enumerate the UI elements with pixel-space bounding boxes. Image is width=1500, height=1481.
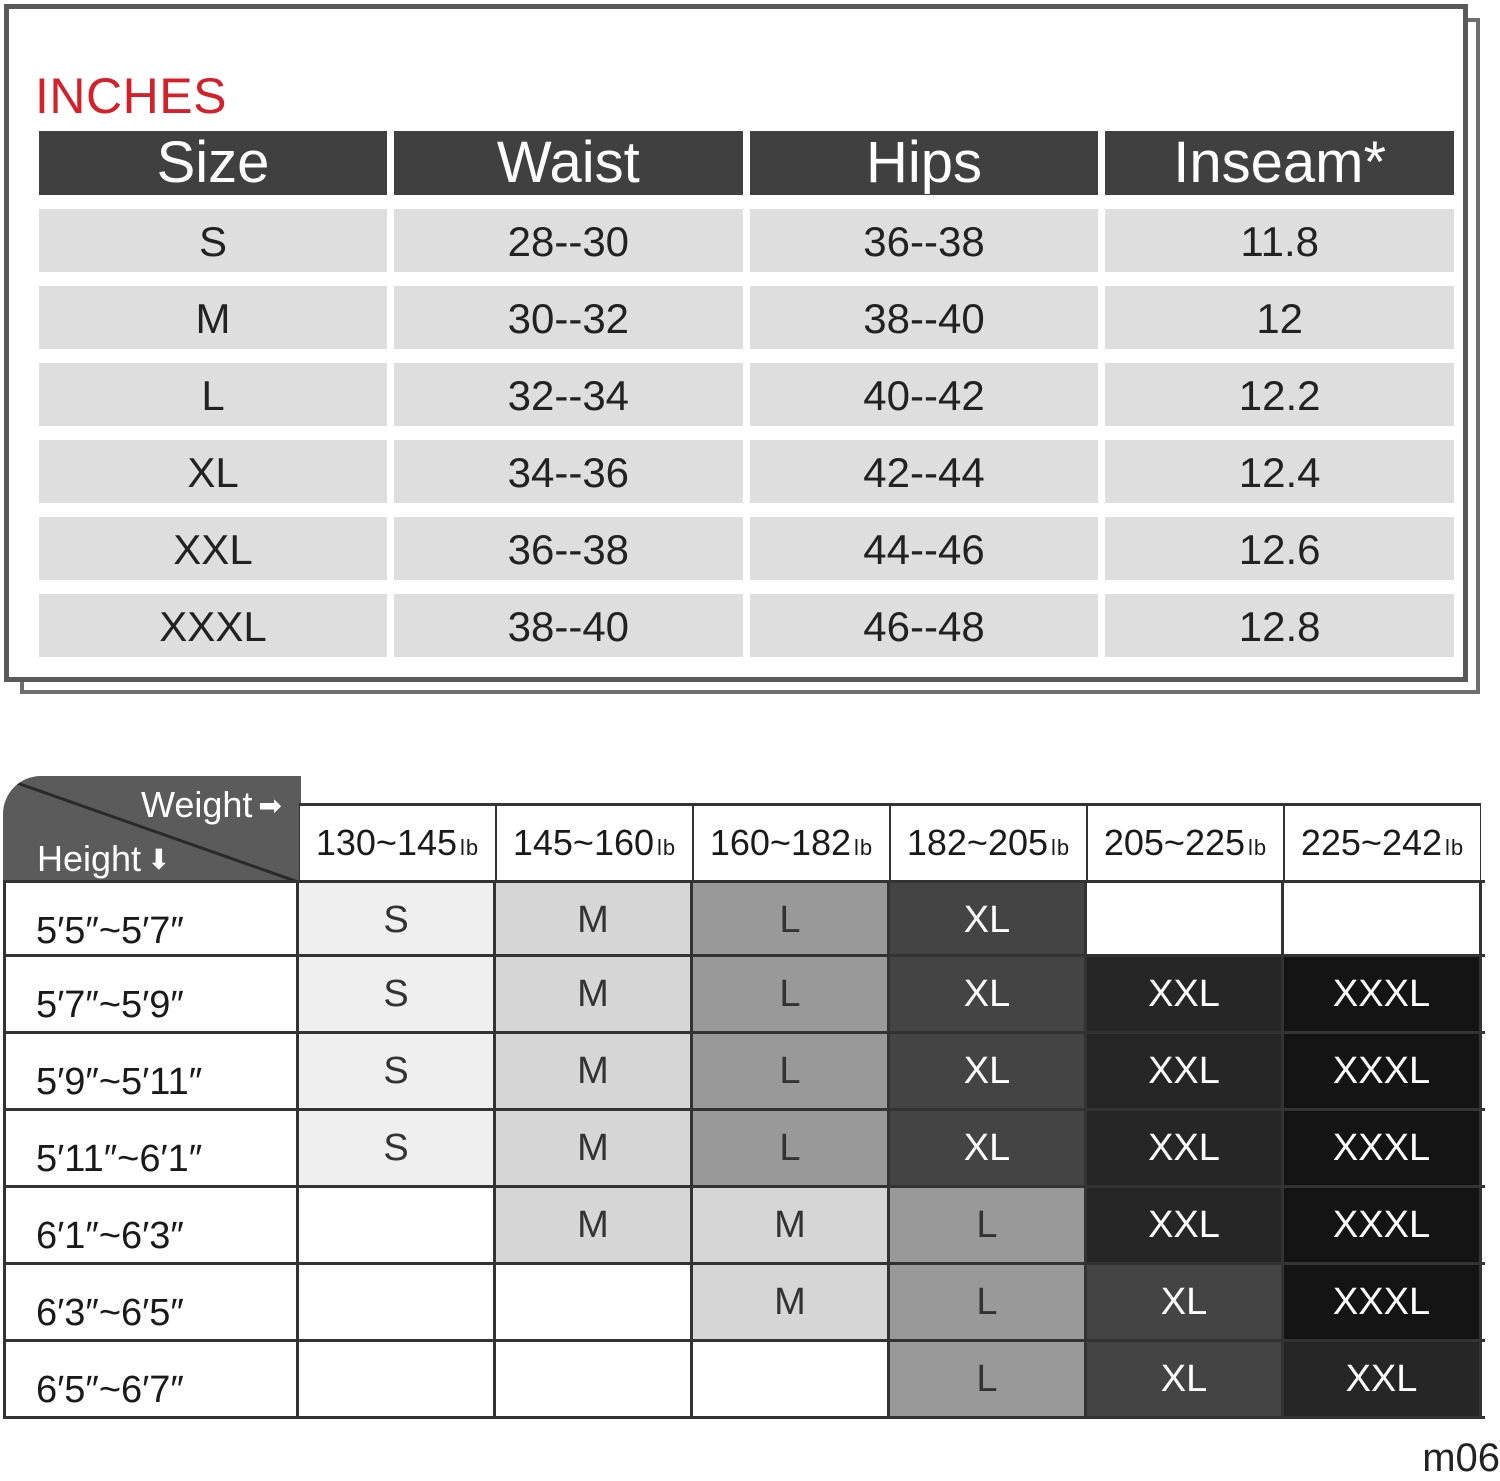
size-cell: XL bbox=[1087, 1265, 1284, 1339]
weight-label-text: Weight bbox=[141, 784, 253, 825]
size-cell: XXL bbox=[1087, 1188, 1284, 1262]
measurement-row bbox=[39, 209, 1454, 272]
size-cell: XXL bbox=[1087, 1111, 1284, 1185]
size-cell: XXL bbox=[1087, 957, 1284, 1031]
size-cell: S bbox=[299, 883, 496, 954]
size-cell: XXXL bbox=[1284, 1034, 1482, 1108]
size-cell: XL bbox=[890, 957, 1087, 1031]
weight-range-value: 145~160 bbox=[512, 822, 655, 863]
size-cell: XXXL bbox=[1284, 957, 1482, 1031]
size-cell: L bbox=[890, 1342, 1087, 1416]
height-range-label: 5′5″~5′7″ bbox=[3, 883, 299, 954]
weight-range-header bbox=[693, 803, 890, 883]
height-weight-grid bbox=[3, 776, 1485, 1418]
weight-unit: lb bbox=[1248, 835, 1268, 860]
height-row bbox=[3, 1034, 1485, 1111]
weight-range-value: 160~182 bbox=[709, 822, 852, 863]
size-cell: M bbox=[496, 883, 693, 954]
weight-range-header bbox=[1087, 803, 1284, 883]
size-cell bbox=[496, 1342, 693, 1416]
weight-range-value: 205~225 bbox=[1103, 822, 1246, 863]
size-cell bbox=[299, 1188, 496, 1262]
size-cell: L bbox=[890, 1188, 1087, 1262]
cell-waist: 32--34 bbox=[394, 363, 743, 426]
size-cell: M bbox=[496, 1034, 693, 1108]
measurement-header-row bbox=[39, 131, 1454, 195]
weight-range-value: 225~242 bbox=[1300, 822, 1443, 863]
size-cell: XXXL bbox=[1284, 1265, 1482, 1339]
cell-size: XXXL bbox=[39, 594, 387, 657]
height-row bbox=[3, 957, 1485, 1034]
height-range-label: 5′7″~5′9″ bbox=[3, 957, 299, 1031]
size-cell: XL bbox=[890, 1111, 1087, 1185]
measurement-table bbox=[39, 131, 1454, 671]
weight-unit: lb bbox=[657, 835, 677, 860]
height-range-label: 6′1″~6′3″ bbox=[3, 1188, 299, 1262]
measurement-row bbox=[39, 517, 1454, 580]
right-arrow-icon: ➡ bbox=[258, 790, 282, 821]
size-cell: M bbox=[496, 1111, 693, 1185]
size-cell: M bbox=[693, 1188, 890, 1262]
product-code: m06 bbox=[1422, 1436, 1500, 1480]
cell-inseam: 12.8 bbox=[1105, 594, 1454, 657]
size-cell: M bbox=[693, 1265, 890, 1339]
height-range-label: 5′11″~6′1″ bbox=[3, 1111, 299, 1185]
height-axis-label bbox=[37, 838, 171, 880]
size-cell: L bbox=[693, 1034, 890, 1108]
cell-hips: 40--42 bbox=[750, 363, 1099, 426]
weight-range-header bbox=[890, 803, 1087, 883]
cell-waist: 30--32 bbox=[394, 286, 743, 349]
cell-inseam: 11.8 bbox=[1105, 209, 1454, 272]
height-row bbox=[3, 1188, 1485, 1265]
measurement-card bbox=[4, 4, 1468, 682]
down-arrow-icon: ⬇ bbox=[147, 844, 171, 875]
weight-range-value: 130~145 bbox=[315, 822, 458, 863]
size-cell bbox=[1087, 883, 1284, 954]
measurement-row bbox=[39, 440, 1454, 503]
size-cell bbox=[299, 1342, 496, 1416]
weight-unit: lb bbox=[460, 835, 480, 860]
cell-inseam: 12.2 bbox=[1105, 363, 1454, 426]
size-cell: S bbox=[299, 1111, 496, 1185]
weight-unit: lb bbox=[1445, 835, 1465, 860]
size-cell: M bbox=[496, 957, 693, 1031]
size-cell: XXL bbox=[1284, 1342, 1482, 1416]
cell-size: L bbox=[39, 363, 387, 426]
grid-corner-header bbox=[3, 776, 301, 883]
height-row bbox=[3, 1111, 1485, 1188]
size-cell: XL bbox=[1087, 1342, 1284, 1416]
size-cell: S bbox=[299, 957, 496, 1031]
height-label-text: Height bbox=[37, 838, 142, 879]
size-cell: XXXL bbox=[1284, 1111, 1482, 1185]
unit-title: INCHES bbox=[35, 68, 227, 124]
weight-axis-label bbox=[141, 784, 282, 826]
size-cell bbox=[693, 1342, 890, 1416]
header-inseam: Inseam* bbox=[1105, 131, 1454, 195]
size-cell bbox=[299, 1265, 496, 1339]
size-cell: XL bbox=[890, 1034, 1087, 1108]
size-cell: XXXL bbox=[1284, 1188, 1482, 1262]
size-cell: L bbox=[693, 957, 890, 1031]
cell-hips: 44--46 bbox=[750, 517, 1099, 580]
size-cell: M bbox=[496, 1188, 693, 1262]
grid-body bbox=[3, 880, 1485, 1419]
cell-hips: 36--38 bbox=[750, 209, 1099, 272]
size-cell: L bbox=[693, 883, 890, 954]
cell-hips: 38--40 bbox=[750, 286, 1099, 349]
cell-inseam: 12.6 bbox=[1105, 517, 1454, 580]
measurement-row bbox=[39, 594, 1454, 657]
header-hips: Hips bbox=[750, 131, 1099, 195]
measurement-row bbox=[39, 286, 1454, 349]
size-cell: XL bbox=[890, 883, 1087, 954]
cell-size: XXL bbox=[39, 517, 387, 580]
cell-inseam: 12.4 bbox=[1105, 440, 1454, 503]
cell-hips: 46--48 bbox=[750, 594, 1099, 657]
size-cell: XXL bbox=[1087, 1034, 1284, 1108]
header-waist: Waist bbox=[394, 131, 743, 195]
weight-range-header bbox=[496, 803, 693, 883]
weight-unit: lb bbox=[1051, 835, 1071, 860]
cell-waist: 38--40 bbox=[394, 594, 743, 657]
cell-waist: 28--30 bbox=[394, 209, 743, 272]
size-cell: S bbox=[299, 1034, 496, 1108]
height-row bbox=[3, 1342, 1485, 1419]
cell-size: M bbox=[39, 286, 387, 349]
cell-inseam: 12 bbox=[1105, 286, 1454, 349]
weight-header-row bbox=[299, 803, 1485, 883]
weight-range-value: 182~205 bbox=[906, 822, 1049, 863]
cell-size: XL bbox=[39, 440, 387, 503]
weight-range-header bbox=[1284, 803, 1481, 883]
measurement-row bbox=[39, 363, 1454, 426]
cell-waist: 36--38 bbox=[394, 517, 743, 580]
weight-unit: lb bbox=[854, 835, 874, 860]
weight-range-header bbox=[299, 803, 496, 883]
size-cell: L bbox=[693, 1111, 890, 1185]
height-range-label: 5′9″~5′11″ bbox=[3, 1034, 299, 1108]
cell-size: S bbox=[39, 209, 387, 272]
size-cell: L bbox=[890, 1265, 1087, 1339]
height-range-label: 6′5″~6′7″ bbox=[3, 1342, 299, 1416]
size-cell bbox=[1284, 883, 1482, 954]
height-range-label: 6′3″~6′5″ bbox=[3, 1265, 299, 1339]
cell-hips: 42--44 bbox=[750, 440, 1099, 503]
cell-waist: 34--36 bbox=[394, 440, 743, 503]
header-size: Size bbox=[39, 131, 387, 195]
size-cell bbox=[496, 1265, 693, 1339]
height-row bbox=[3, 1265, 1485, 1342]
height-row bbox=[3, 880, 1485, 957]
